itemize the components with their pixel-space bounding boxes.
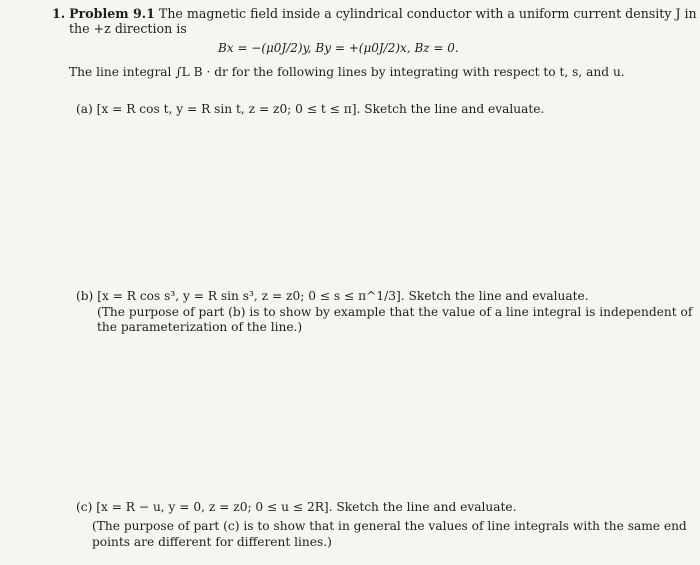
problem-number: 1. <box>52 6 66 21</box>
line-integral-statement: The line integral ∫L B · dr for the following lines by integrating with respect to t, s, and u. <box>69 65 625 79</box>
part-b-note-line2: the parameterization of the line.) <box>97 320 303 334</box>
part-b-note-line1: (The purpose of part (b) is to show by example that the value of a line integral is independent of <box>97 305 693 319</box>
part-b <box>76 288 589 304</box>
part-c-note-line1: (The purpose of part (c) is to show that in general the values of line integrals with the same end <box>92 519 687 533</box>
part-c-label: (c) <box>76 500 93 514</box>
problem-intro-line2: the +z direction is <box>69 21 187 36</box>
part-c <box>76 499 517 515</box>
field-equation: Bx = −(μ0J/2)y, By = +(μ0J/2)x, Bz = 0. <box>218 41 459 55</box>
problem-title: Problem 9.1 <box>69 6 155 21</box>
part-c-note-line2: points are different for different lines.) <box>92 535 332 549</box>
part-c-spec: [x = R − u, y = 0, z = z0; 0 ≤ u ≤ 2R]. Sketch the line and evaluate. <box>96 500 517 514</box>
part-a-spec: [x = R cos t, y = R sin t, z = z0; 0 ≤ t ≤ π]. Sketch the line and evaluate. <box>96 102 545 116</box>
problem-intro-line1: The magnetic field inside a cylindrical conductor with a uniform current density J in <box>158 6 697 21</box>
problem-header <box>52 6 697 22</box>
part-b-label: (b) <box>76 289 94 303</box>
part-a-label: (a) <box>76 102 93 116</box>
part-b-spec: [x = R cos s³, y = R sin s³, z = z0; 0 ≤ s ≤ π^1/3]. Sketch the line and evaluate. <box>97 289 589 303</box>
part-a <box>76 101 544 117</box>
